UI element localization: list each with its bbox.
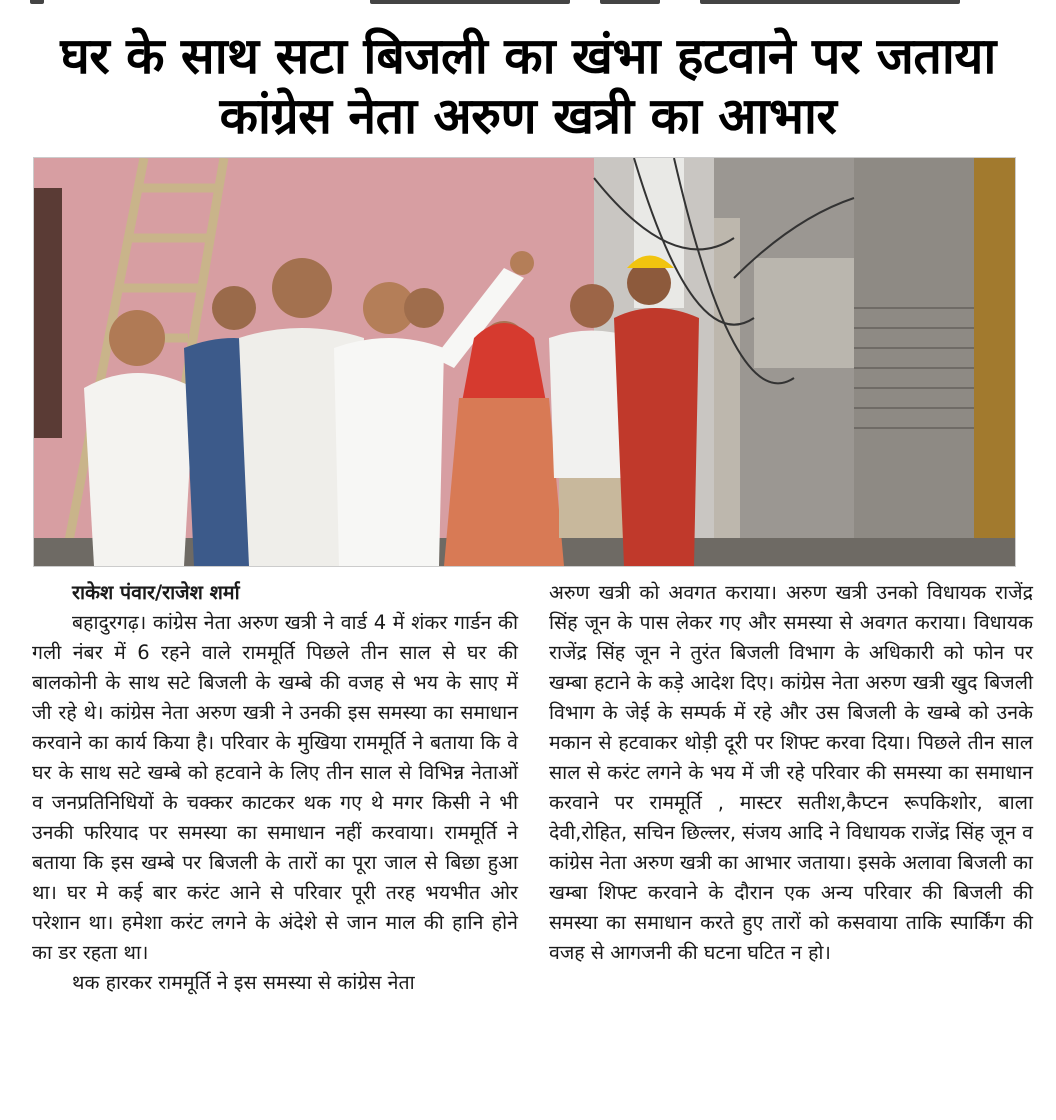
- article-paragraph: थक हारकर राममूर्ति ने इस समस्या से कांग्रेस नेता: [72, 971, 415, 994]
- article-paragraph: अरुण खत्री को अवगत कराया। अरुण खत्री उनको विधायक राजेंद्र सिंह जून के पास लेकर गए और समस्या से अवगत कराया। विधायक राजेंद्र सिंह जून ने तुरंत बिजली विभाग के अधिकारी को फोन पर खम्बा हटाने के कड़े आदेश दिए। कांग्रेस नेता अरुण खत्री खुद बिजली विभाग के जेई के सम्पर्क में रहे और उस बिजली के खम्बे को उनके मकान से हटवाकर थोड़ी दूरी पर शिफ्ट करवा दिया। पिछले तीन साल साल से करंट लगने के भय में जी रहे परिवार की समस्या का समाधान करवाने पर राममूर्ति , मास्टर सतीश,कैप्टन रूपकिशोर, बाला देवी,रोहित, सचिन छिल्लर, संजय आदि ने विधायक राजेंद्र सिंह जून व कांग्रेस नेता अरुण खत्री का आभार जताया। इसके अलावा बिजली का खम्बा शिफ्ट करवाने के दौरान एक अन्य परिवार की बिजली की समस्या का समाधान करते हुए तारों को कसवाया ताकि स्पार्किंग की वजह से आगजनी की घटना घटित न हो।: [549, 581, 1033, 964]
- group-photo-illustration: [34, 158, 1015, 566]
- previous-article-strip: [0, 0, 1056, 8]
- strip-fragment: [700, 0, 960, 4]
- article-column-2: [549, 578, 1033, 968]
- strip-fragment: [370, 0, 570, 4]
- article-headline: [20, 26, 1036, 146]
- headline-line-1: घर के साथ सटा बिजली का खंभा हटवाने पर जताया: [60, 27, 996, 85]
- article-column-1: [32, 578, 518, 998]
- strip-fragment: [600, 0, 660, 4]
- byline: राकेश पंवार/राजेश शर्मा: [72, 581, 240, 604]
- news-photo: [33, 157, 1016, 567]
- headline-line-2: कांग्रेस नेता अरुण खत्री का आभार: [219, 87, 837, 145]
- strip-fragment: [30, 0, 44, 4]
- article-paragraph: बहादुरगढ़। कांग्रेस नेता अरुण खत्री ने वार्ड 4 में शंकर गार्डन की गली नंबर में 6 रहने वाले राममूर्ति पिछले तीन साल से घर की बालकोनी के साथ सटे बिजली के खम्बे की वजह से भय के साए में जी रहे थे। कांग्रेस नेता अरुण खत्री ने उनकी इस समस्या का समाधान करवाने का कार्य किया है। परिवार के मुखिया राममूर्ति ने बताया कि वे घर के साथ सटे खम्बे को हटवाने के लिए तीन साल से विभिन्न नेताओं व जनप्रतिनिधियों के चक्कर काटकर थक गए थे मगर किसी ने भी उनकी फरियाद पर समस्या का समाधान नहीं करवाया। राममूर्ति ने बताया कि इस खम्बे पर बिजली के तारों का पूरा जाल से बिछा हुआ था। घर मे कई बार करंट आने से परिवार पूरी तरह भयभीत ओर परेशान था। हमेशा करंट लगने के अंदेशे से जान माल की हानि होने का डर रहता था।: [32, 611, 518, 964]
